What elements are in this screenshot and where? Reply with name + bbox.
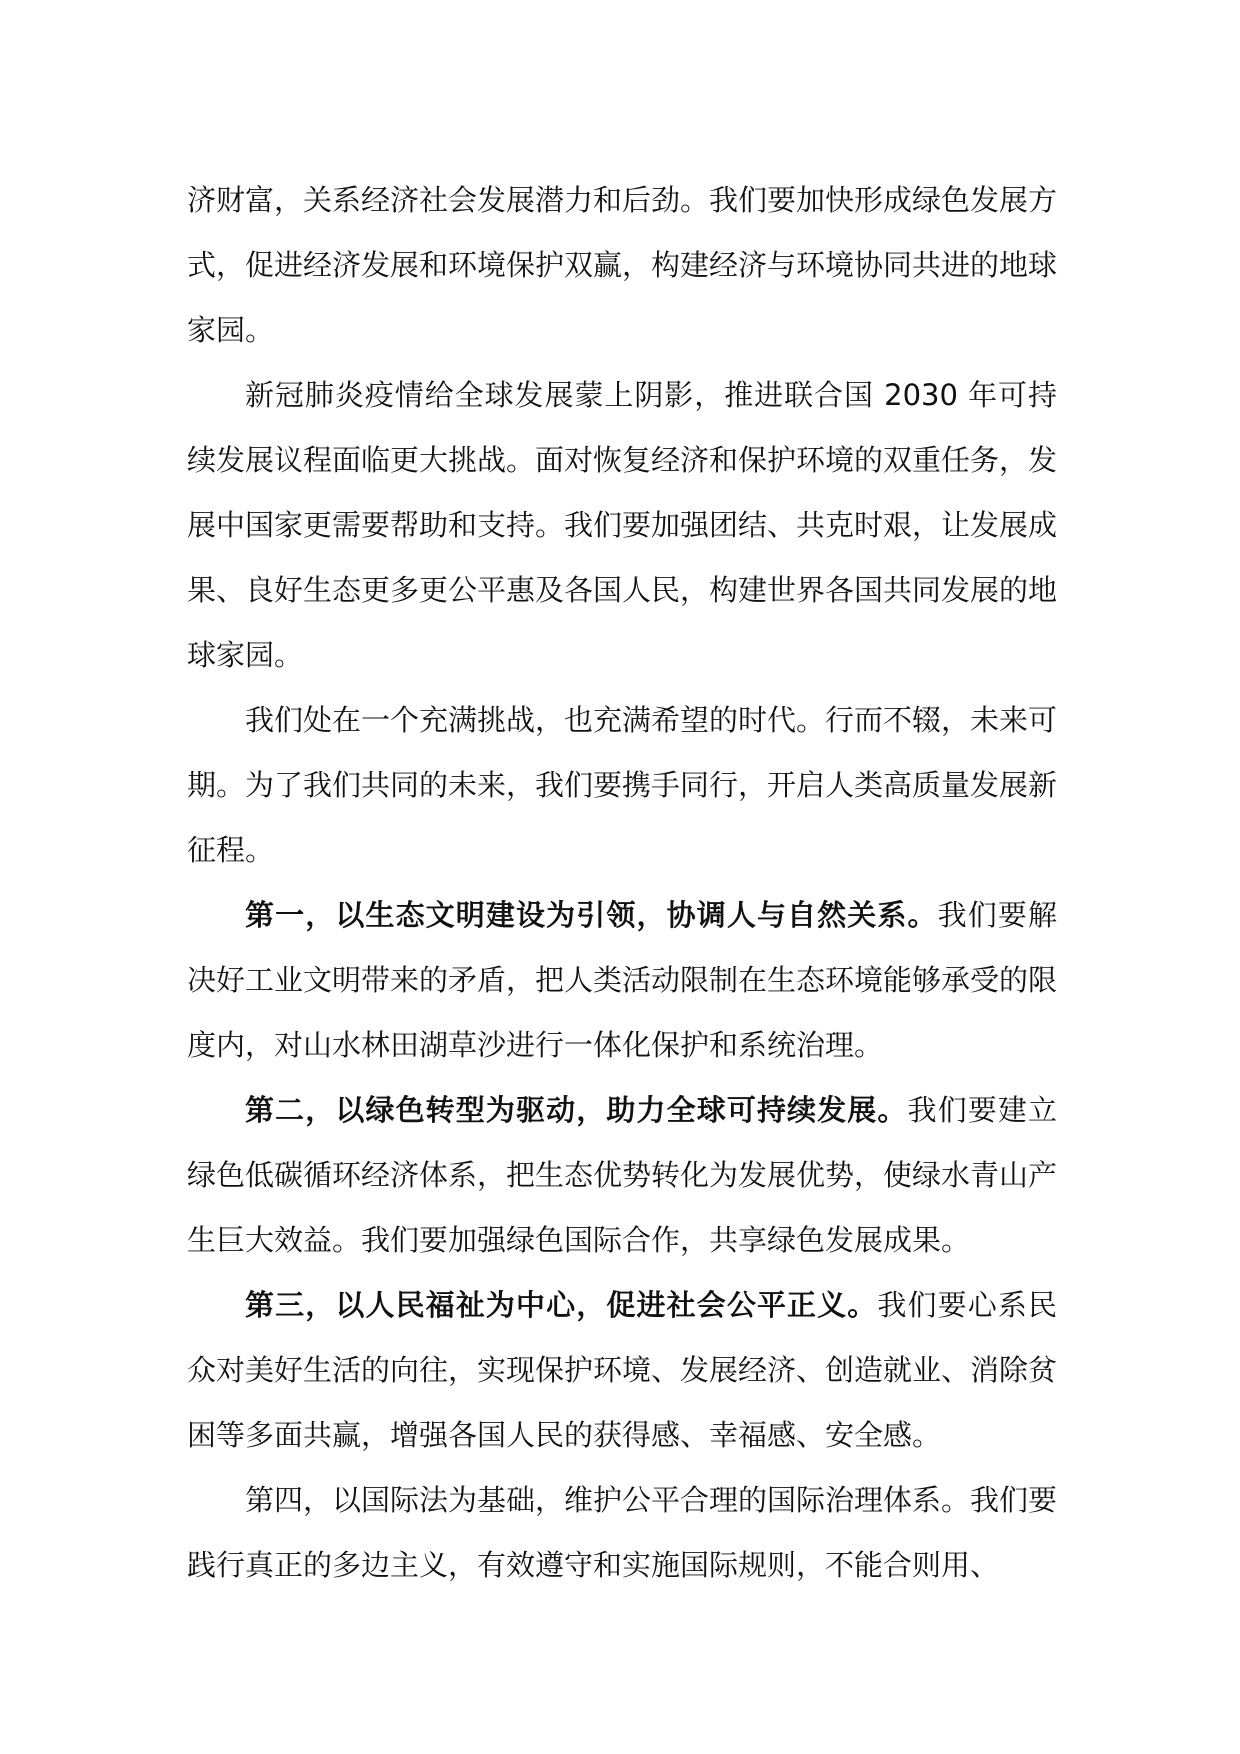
paragraph-2-text: 新冠肺炎疫情给全球发展蒙上阴影，推进联合国 2030 年可持续发展议程面临更大挑战。面对恢复经济和保护环境的双重任务，发展中国家更需要帮助和支持。我们要加强团结、共克时艰，让发展成果、良好生态更多更公平惠及各国人民，构建世界各国共同发展的地球家园。 bbox=[187, 378, 1058, 672]
paragraph-5-text: 我们要建立绿色低碳循环经济体系，把生态优势转化为发展优势，使绿水青山产生巨大效益。我们要加强绿色国际合作，共享绿色发展成果。 bbox=[187, 1093, 1058, 1257]
paragraph-1 bbox=[187, 168, 1057, 363]
document-body bbox=[187, 168, 1057, 1598]
paragraph-3 bbox=[187, 688, 1057, 883]
paragraph-4 bbox=[187, 883, 1057, 1078]
paragraph-1-text: 济财富，关系经济社会发展潜力和后劲。我们要加快形成绿色发展方式，促进经济发展和环境保护双赢，构建经济与环境协同共进的地球家园。 bbox=[187, 183, 1058, 347]
paragraph-2 bbox=[187, 363, 1057, 688]
paragraph-6-lead: 第三，以人民福祉为中心，促进社会公平正义。 bbox=[245, 1288, 878, 1322]
paragraph-4-lead: 第一，以生态文明建设为引领，协调人与自然关系。 bbox=[245, 898, 938, 932]
paragraph-6-text: 我们要心系民众对美好生活的向往，实现保护环境、发展经济、创造就业、消除贫困等多面共赢，增强各国人民的获得感、幸福感、安全感。 bbox=[187, 1288, 1058, 1452]
paragraph-6 bbox=[187, 1273, 1057, 1468]
paragraph-4-text: 我们要解决好工业文明带来的矛盾，把人类活动限制在生态环境能够承受的限度内，对山水林田湖草沙进行一体化保护和系统治理。 bbox=[187, 898, 1058, 1062]
paragraph-5 bbox=[187, 1078, 1057, 1273]
paragraph-5-lead: 第二，以绿色转型为驱动，助力全球可持续发展。 bbox=[245, 1093, 908, 1127]
paragraph-7 bbox=[187, 1468, 1057, 1598]
paragraph-3-text: 我们处在一个充满挑战，也充满希望的时代。行而不辍，未来可期。为了我们共同的未来，我们要携手同行，开启人类高质量发展新征程。 bbox=[187, 703, 1058, 867]
paragraph-7-text: 第四，以国际法为基础，维护公平合理的国际治理体系。我们要践行真正的多边主义，有效遵守和实施国际规则，不能合则用、 bbox=[187, 1483, 1058, 1582]
